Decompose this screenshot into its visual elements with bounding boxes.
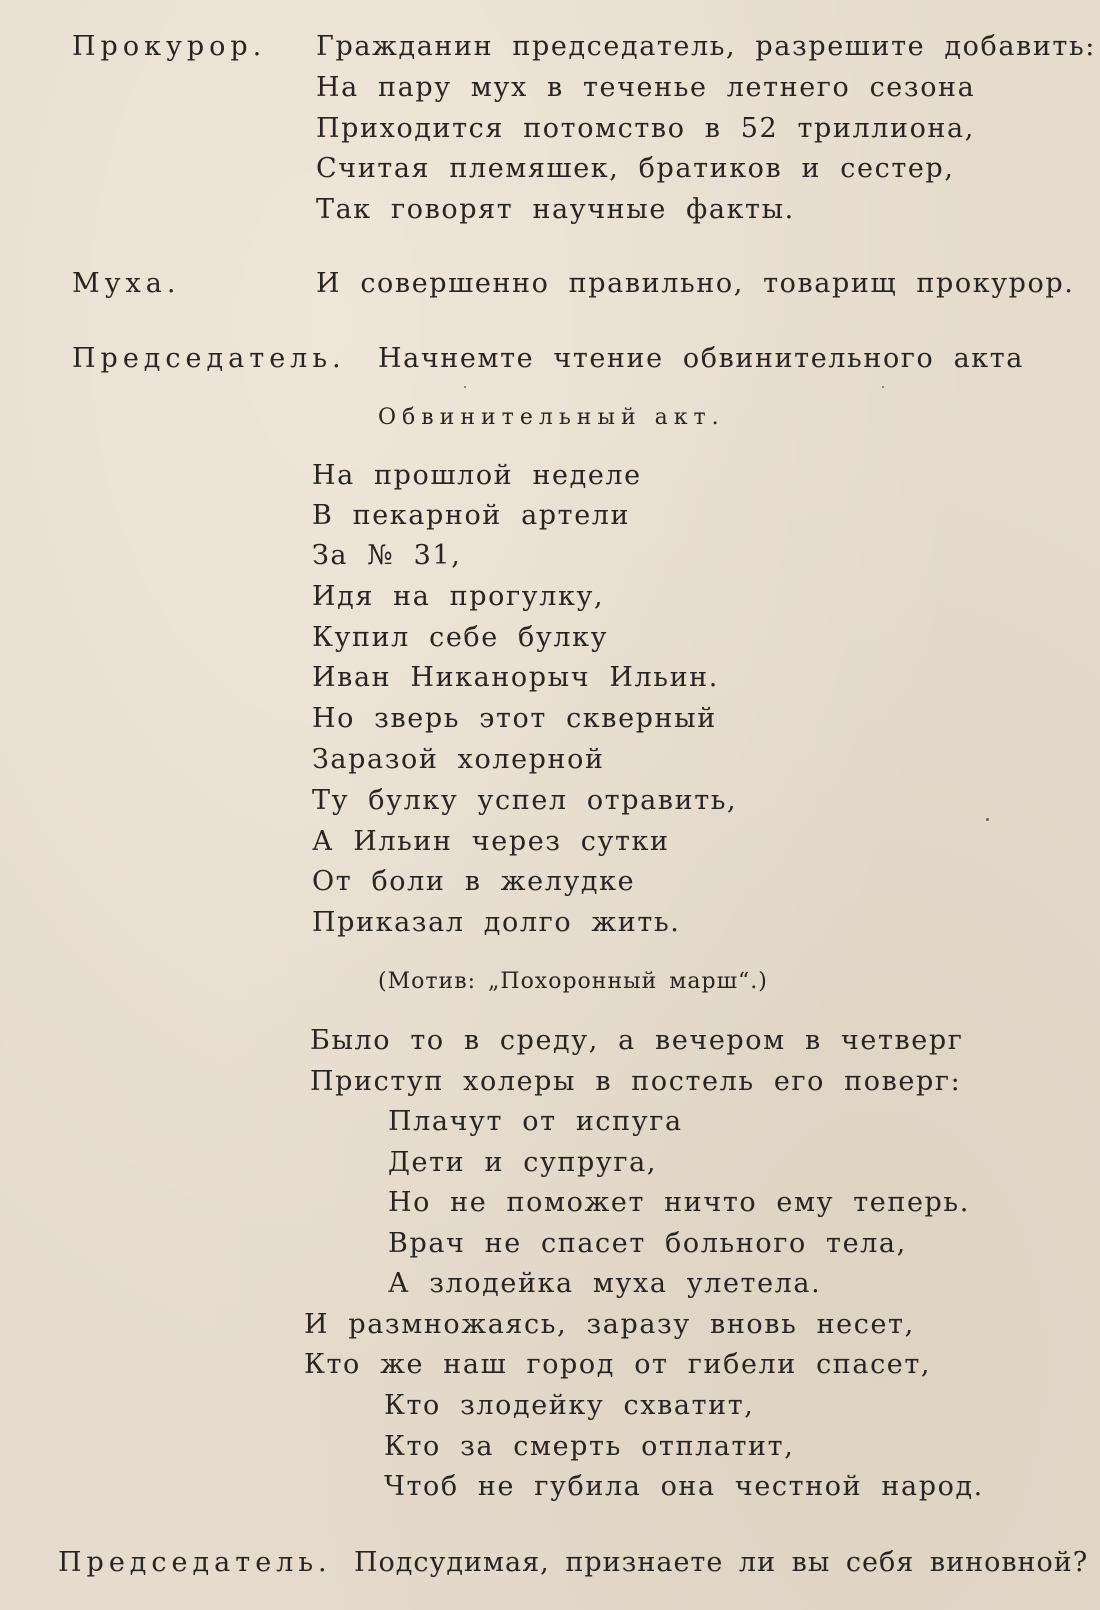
stanza1-line-4: Идя на прогулку,	[312, 581, 605, 612]
stanza1-line-10: А Ильин через сутки	[312, 826, 670, 857]
stanza1-line-3: За № 31,	[312, 540, 462, 571]
stanza1-line-11: От боли в желудке	[312, 866, 636, 897]
stanza2-line-6: Врач не спасет больного тела,	[388, 1228, 907, 1259]
stage-direction: (Мотив: „Похоронный марш“.)	[378, 969, 768, 994]
chairman-line: Начнемте чтение обвинительного акта	[378, 343, 1024, 374]
paper-speck	[464, 386, 466, 388]
speaker-chairman-2: Председатель.	[58, 1547, 332, 1578]
stanza2-line-12: Чтоб не губила она честной народ.	[384, 1471, 984, 1502]
prosecutor-line-1: Гражданин председатель, разрешите добавить:	[316, 31, 1096, 62]
prosecutor-line-4: Считая племяшек, братиков и сестер,	[316, 153, 955, 184]
stanza2-line-4: Дети и супруга,	[388, 1147, 658, 1178]
fly-line: И совершенно правильно, товарищ прокурор.	[316, 268, 1075, 299]
chairman-question: Подсудимая, признаете ли вы себя виновной?	[354, 1547, 1089, 1578]
stanza2-line-7: А злодейка муха улетела.	[388, 1268, 822, 1299]
stanza1-line-7: Но зверь этот скверный	[312, 703, 717, 734]
speaker-fly: Муха.	[72, 268, 181, 299]
stanza2-line-11: Кто за смерть отплатит,	[384, 1431, 795, 1462]
prosecutor-line-2: На пару мух в теченье летнего сезона	[316, 72, 976, 103]
stanza2-line-10: Кто злодейку схватит,	[384, 1390, 755, 1421]
stanza1-line-8: Заразой холерной	[312, 744, 605, 775]
paper-speck	[882, 386, 884, 388]
stanza1-line-2: В пекарной артели	[312, 500, 631, 531]
stanza2-line-5: Но не поможет ничто ему теперь.	[388, 1187, 970, 1218]
stanza2-line-3: Плачут от испуга	[388, 1106, 683, 1137]
prosecutor-line-3: Приходится потомство в 52 триллиона,	[316, 113, 975, 144]
act-heading: Обвинительный акт.	[378, 405, 725, 430]
speaker-chairman: Председатель.	[72, 343, 346, 374]
stanza2-line-2: Приступ холеры в постель его поверг:	[310, 1066, 962, 1097]
stanza2-line-1: Было то в среду, а вечером в четверг	[310, 1025, 964, 1056]
stanza2-line-8: И размножаясь, заразу вновь несет,	[304, 1309, 915, 1340]
speaker-prosecutor: Прокурор.	[72, 31, 267, 62]
stanza2-line-9: Кто же наш город от гибели спасет,	[304, 1349, 932, 1380]
stanza1-line-6: Иван Никанорыч Ильин.	[312, 662, 719, 693]
stanza1-line-5: Купил себе булку	[312, 622, 609, 653]
stanza1-line-12: Приказал долго жить.	[312, 907, 681, 938]
stanza1-line-9: Ту булку успел отравить,	[312, 785, 738, 816]
paper-speck	[986, 818, 989, 821]
stanza1-line-1: На прошлой неделе	[312, 460, 642, 491]
prosecutor-line-5: Так говорят научные факты.	[316, 194, 795, 225]
